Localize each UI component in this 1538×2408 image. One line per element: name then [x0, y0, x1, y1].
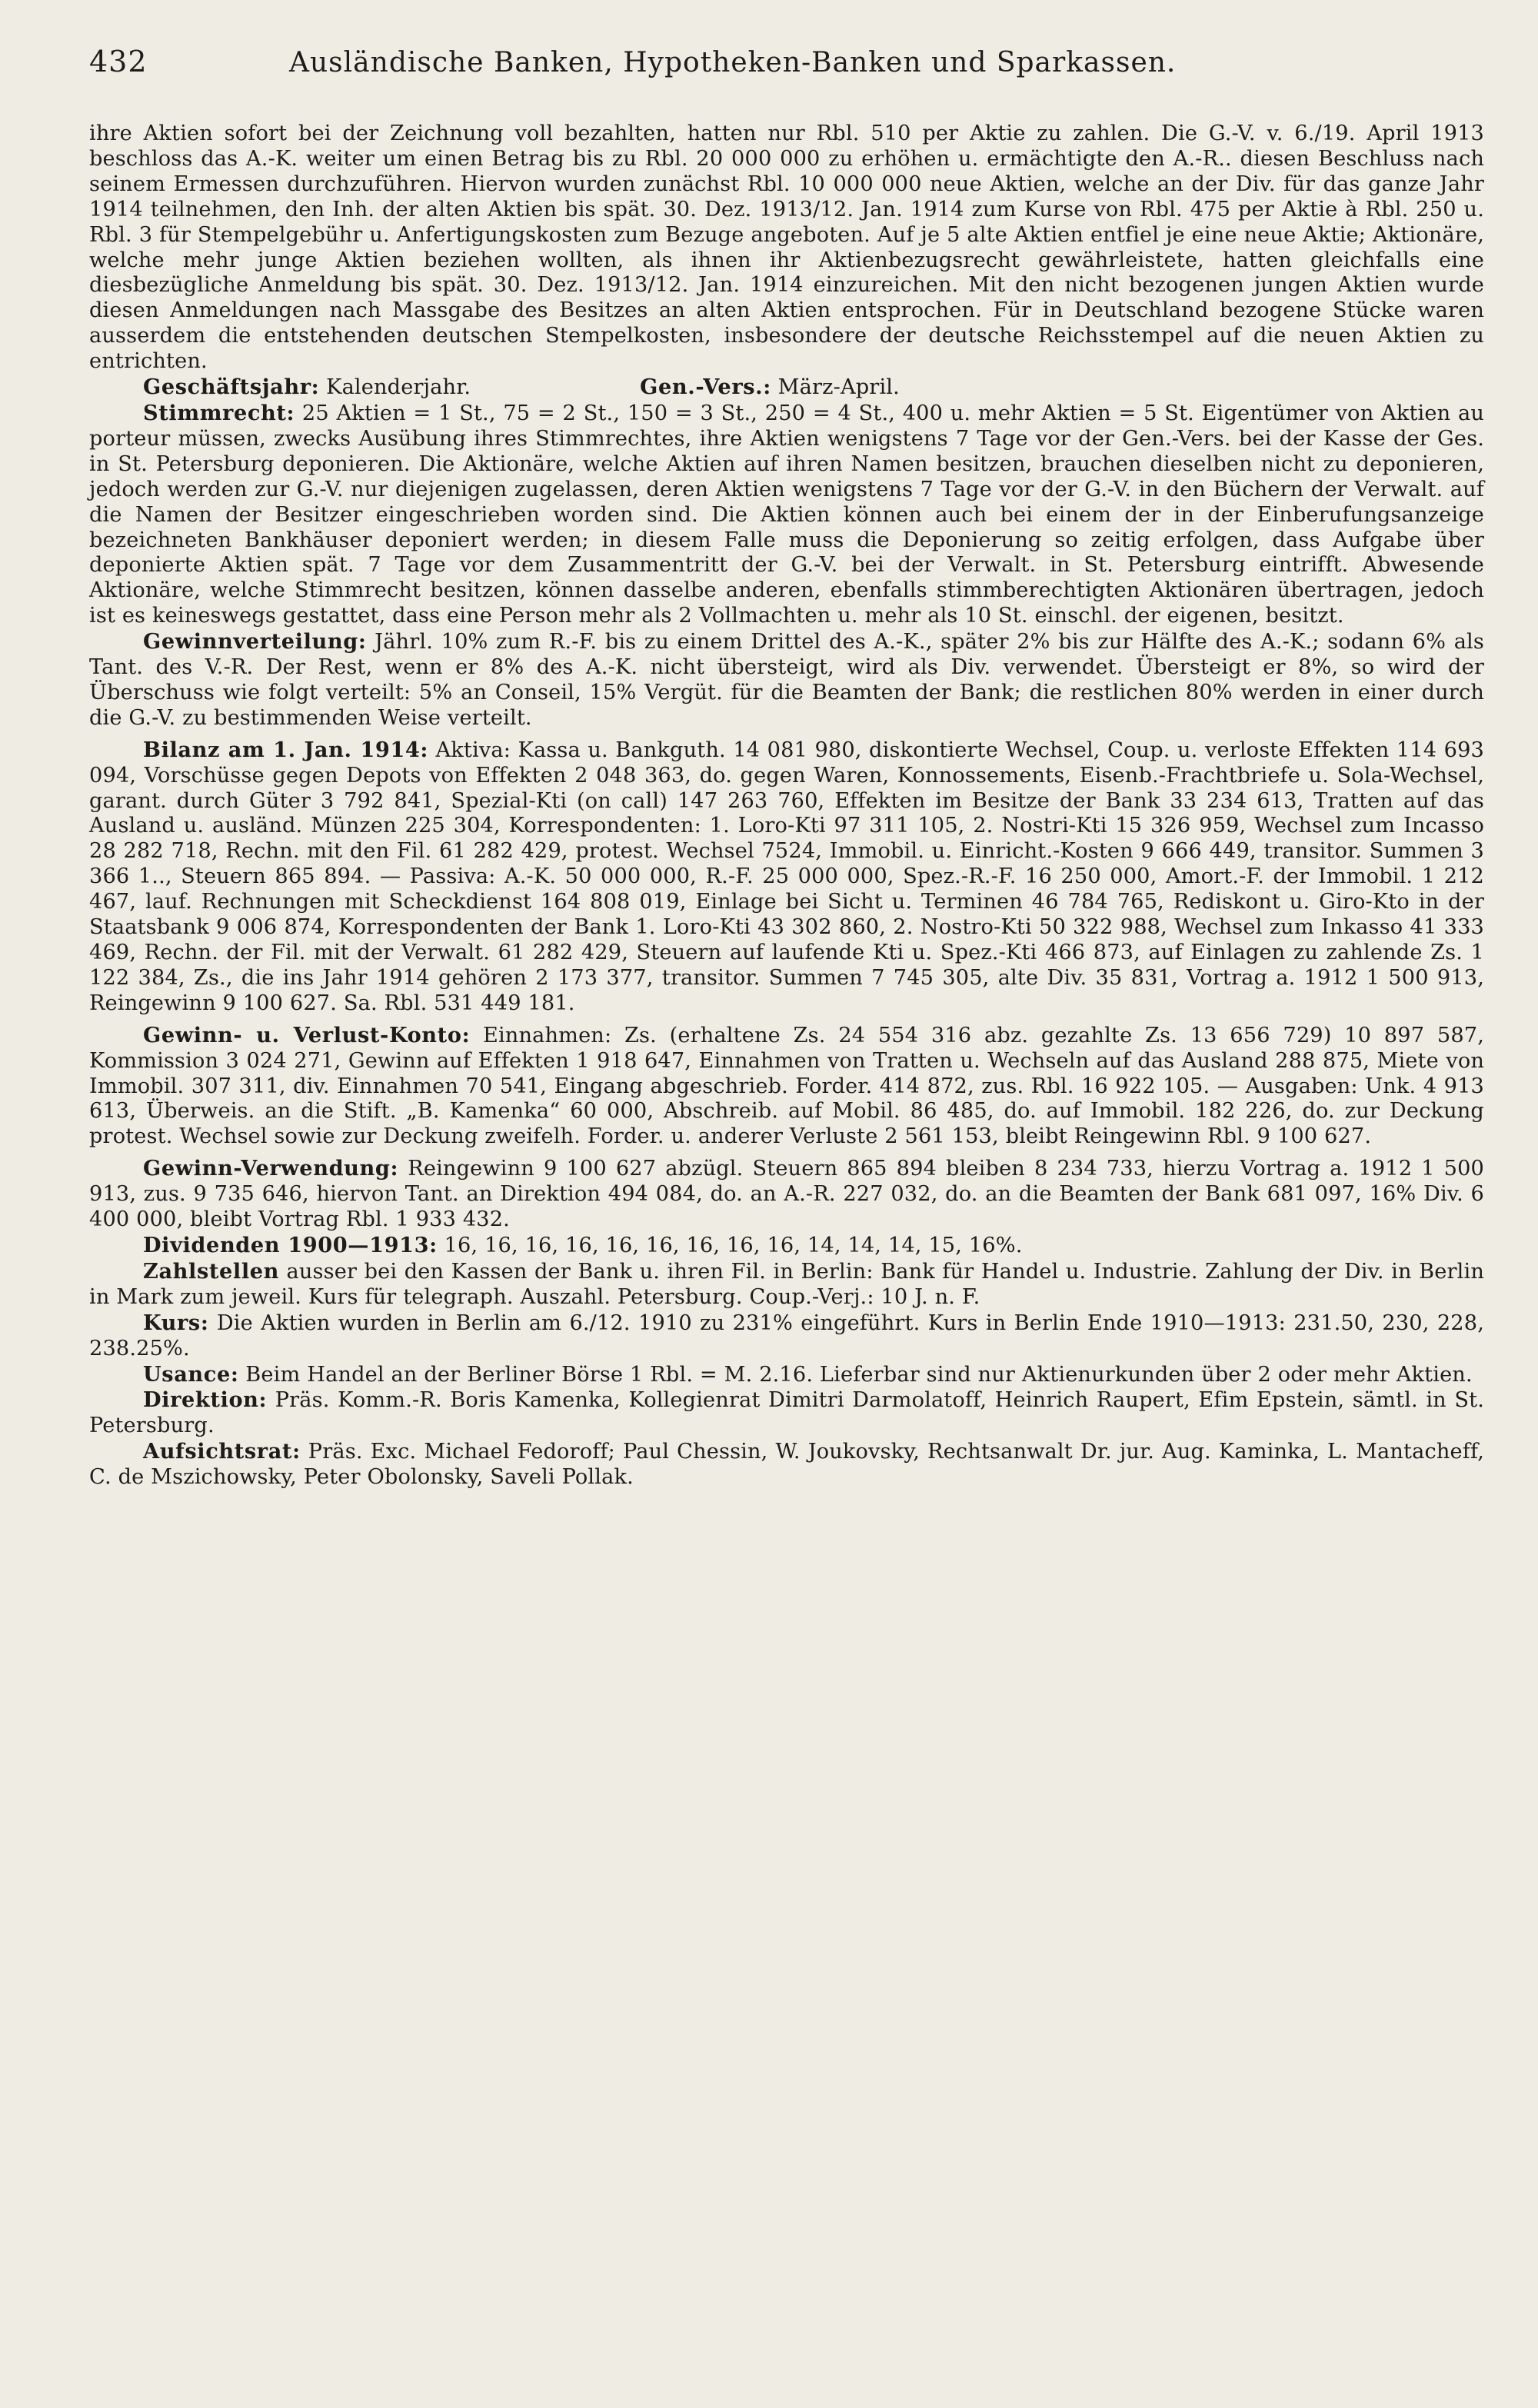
section-text: 16, 16, 16, 16, 16, 16, 16, 16, 16, 14, 14, 14, 15, 16%. — [444, 1233, 1023, 1257]
section-label: Aufsichtsrat: — [143, 1439, 301, 1464]
section-text: Reingewinn 9 100 627 abzügl. Steuern 865 894 bleiben 8 234 733, hierzu Vortrag a. 1912 1 500 913, zus. 9 735 646, hiervon Tant. an Direktion 494 084, do. an A.-R. 227 032, do. an die Beamten der Bank 681 097, 16% Div. 6 400 000, bleibt Vortrag Rbl. 1 933 432. — [89, 1157, 1484, 1232]
section-label: Gewinn-Verwendung: — [143, 1156, 399, 1181]
section-text: 25 Aktien = 1 St., 75 = 2 St., 150 = 3 St., 250 = 4 St., 400 u. mehr Aktien = 5 St. Eigentümer von Aktien au porteur müssen, zwecks Ausübung ihres Stimmrechtes, ihre Aktien wenigstens 7 Tage vor der Gen.-Vers. bei der Kasse der Ges. in St. Petersburg deponieren. Die Aktionäre, welche Aktien auf ihren Namen besitzen, brauchen dieselben nicht zu deponieren, jedoch werden zur G.-V. nur diejenigen zugelassen, deren Aktien wenigstens 7 Tage vor der G.-V. in den Büchern der Verwalt. auf die Namen der Besitzer eingeschrieben worden sind. Die Aktien können auch bei einem der in der Einberufungsanzeige bezeichneten Bankhäuser deponiert werden; in diesem Falle muss die Deponierung so zeitig erfolgen, dass Aufgabe über deponierte Aktien spät. 7 Tage vor dem Zusammentritt der G.-V. bei der Verwalt. in St. Petersburg eintrifft. Abwesende Aktionäre, welche Stimmrecht besitzen, können dasselbe anderen, ebenfalls stimmberechtigten Aktionären übertragen, jedoch ist es keineswegs gestattet, dass eine Person mehr als 2 Vollmachten u. mehr als 10 St. einschl. der eigenen, besitzt. — [89, 401, 1485, 628]
section-text: Präs. Komm.-R. Boris Kamenka, Kollegienrat Dimitri Darmolatoff, Heinrich Raupert, Efim Epstein, sämtl. in St. Petersburg. — [89, 1388, 1484, 1438]
paragraph-aktien: ihre Aktien sofort bei der Zeichnung voll bezahlten, hatten nur Rbl. 510 per Aktie zu zahlen. Die G.-V. v. 6./19. April 1913 beschloss das A.-K. weiter um einen Betrag bis zu Rbl. 20 000 000 zu erhöhen u. ermächtigte den A.-R.. diesen Beschluss nach seinem Ermessen durchzuführen. Hiervon wurden zunächst Rbl. 10 000 000 neue Aktien, welche an der Div. für das ganze Jahr 1914 teilnehmen, den Inh. der alten Aktien bis spät. 30. Dez. 1913/12. Jan. 1914 zum Kurse von Rbl. 475 per Aktie à Rbl. 250 u. Rbl. 3 für Stempelgebühr u. Anfertigungskosten zum Bezuge angeboten. Auf je 5 alte Aktien entfiel je eine neue Aktie; Aktionäre, welche mehr junge Aktien beziehen wollten, als ihnen ihr Aktienbezugsrecht gewährleistete, hatten gleichfalls eine diesbezügliche Anmeldung bis spät. 30. Dez. 1913/12. Jan. 1914 einzureichen. Mit den nicht bezogenen jungen Aktien wurde diesen Anmeldungen nach Massgabe des Besitzes an alten Aktien entsprochen. Für in Deutschland bezogene Stücke waren ausserdem die entstehenden deutschen Stempelkosten, insbesondere der deutsche Reichsstempel auf die neuen Aktien zu entrichten. — [89, 122, 1484, 374]
page-title: Ausländische Banken, Hypotheken-Banken und Sparkassen. — [289, 47, 1177, 78]
section-stimmrecht — [89, 401, 1484, 629]
section-label: Zahlstellen — [143, 1258, 280, 1284]
section-label: Kurs: — [143, 1310, 209, 1335]
section-label: Gewinnverteilung: — [143, 629, 367, 654]
section-aufsichtsrat — [89, 1439, 1484, 1490]
section-gewinn-verwendung — [89, 1156, 1484, 1233]
section-text: Präs. Exc. Michael Fedoroff; Paul Chessin, W. Joukovsky, Rechtsanwalt Dr. jur. Aug. Kaminka, L. Mantacheff, C. de Mszichowsky, Peter Obolonsky, Saveli Pollak. — [89, 1440, 1484, 1490]
gen-vers-value: März-April. — [777, 375, 900, 400]
section-label: Bilanz am 1. Jan. 1914: — [143, 737, 429, 762]
section-text: Beim Handel an der Berliner Börse 1 Rbl. = M. 2.16. Lieferbar sind nur Aktienurkunden über 2 oder mehr Aktien. — [245, 1362, 1473, 1387]
section-label: Dividenden 1900—1913: — [143, 1232, 438, 1257]
section-gewinn-verlust — [89, 1023, 1484, 1151]
section-dividenden — [89, 1233, 1484, 1259]
section-label: Usance: — [143, 1361, 239, 1387]
section-label: Direktion: — [143, 1387, 268, 1413]
section-gewinnverteilung — [89, 629, 1484, 731]
section-direktion — [89, 1387, 1484, 1439]
section-text: Die Aktien wurden in Berlin am 6./12. 1910 zu 231% eingeführt. Kurs in Berlin Ende 1910—1913: 231.50, 230, 228, 238.25%. — [89, 1311, 1484, 1361]
geschaeftsjahr-value: Kalenderjahr. — [326, 375, 471, 400]
gen-vers-label: Gen.-Vers.: — [640, 375, 771, 400]
body-text — [89, 122, 1484, 1490]
section-label: Gewinn- u. Verlust-Konto: — [143, 1022, 471, 1047]
page-number: 432 — [89, 45, 148, 78]
section-text: Einnahmen: Zs. (erhaltene Zs. 24 554 316 abz. gezahlte Zs. 13 656 729) 10 897 587, Kommission 3 024 271, Gewinn auf Effekten 1 918 647, Einnahmen von Tratten u. Wechseln auf das Ausland 288 875, Miete von Immobil. 307 311, div. Einnahmen 70 541, Eingang abgeschrieb. Forder. 414 872, zus. Rbl. 16 922 105. — Ausgaben: Unk. 4 913 613, Überweis. an die Stift. „B. Kamenka“ 60 000, Abschreib. auf Mobil. 86 485, do. auf Immobil. 182 226, do. zur Deckung protest. Wechsel sowie zur Deckung zweifelh. Forder. u. anderer Verluste 2 561 153, bleibt Reingewinn Rbl. 9 100 627. — [89, 1023, 1485, 1149]
section-bilanz — [89, 738, 1484, 1017]
section-usance — [89, 1362, 1484, 1388]
geschaeftsjahr-line — [89, 375, 1484, 401]
geschaeftsjahr-label: Geschäftsjahr: — [143, 375, 320, 400]
section-kurs — [89, 1311, 1484, 1362]
running-head — [89, 45, 1484, 78]
section-label: Stimmrecht: — [143, 400, 295, 425]
section-zahlstellen — [89, 1259, 1484, 1311]
section-text: Jährl. 10% zum R.-F. bis zu einem Drittel des A.-K., später 2% bis zur Hälfte des A.-K.; sodann 6% als Tant. des V.-R. Der Rest, wenn er 8% des A.-K. nicht übersteigt, wird als Div. verwendet. Übersteigt er 8%, so wird der Überschuss wie folgt verteilt: 5% an Conseil, 15% Vergüt. für die Beamten der Bank; die restlichen 80% werden in einer durch die G.-V. zu bestimmenden Weise verteilt. — [89, 630, 1485, 730]
section-text: ausser bei den Kassen der Bank u. ihren Fil. in Berlin: Bank für Handel u. Industrie. Zahlung der Div. in Berlin in Mark zum jeweil. Kurs für telegraph. Auszahl. Petersburg. Coup.-Verj.: 10 J. n. F. — [89, 1259, 1484, 1309]
section-text: Aktiva: Kassa u. Bankguth. 14 081 980, diskontierte Wechsel, Coup. u. verloste Effekten 114 693 094, Vorschüsse gegen Depots von Effekten 2 048 363, do. gegen Waren, Konnossements, Eisenb.-Frachtbriefe u. Sola-Wechsel, garant. durch Güter 3 792 841, Spezial-Kti (on call) 147 263 760, Effekten im Besitze der Bank 33 234 613, Tratten auf das Ausland u. ausländ. Münzen 225 304, Korrespondenten: 1. Loro-Kti 97 311 105, 2. Nostri-Kti 15 326 959, Wechsel zum Incasso 28 282 718, Rechn. mit den Fil. 61 282 429, protest. Wechsel 7524, Immobil. u. Einricht.-Kosten 9 666 449, transitor. Summen 3 366 1.., Steuern 865 894. — Passiva: A.-K. 50 000 000, R.-F. 25 000 000, Spez.-R.-F. 16 250 000, Amort.-F. der Immobil. 1 212 467, lauf. Rechnungen mit Scheckdienst 164 808 019, Einlage bei Sicht u. Terminen 46 784 765, Rediskont u. Giro-Kto in der Staatsbank 9 006 874, Korrespondenten der Bank 1. Loro-Kti 43 302 860, 2. Nostro-Kti 50 322 988, Wechsel zum Inkasso 41 333 469, Rechn. der Fil. mit der Verwalt. 61 282 429, Steuern auf laufende Kti u. Spez.-Kti 466 873, auf Einlagen zu zahlende Zs. 1 122 384, Zs., die ins Jahr 1914 gehören 2 173 377, transitor. Summen 7 745 305, alte Div. 35 831, Vortrag a. 1912 1 500 913, Reingewinn 9 100 627. Sa. Rbl. 531 449 181. — [89, 738, 1484, 1015]
